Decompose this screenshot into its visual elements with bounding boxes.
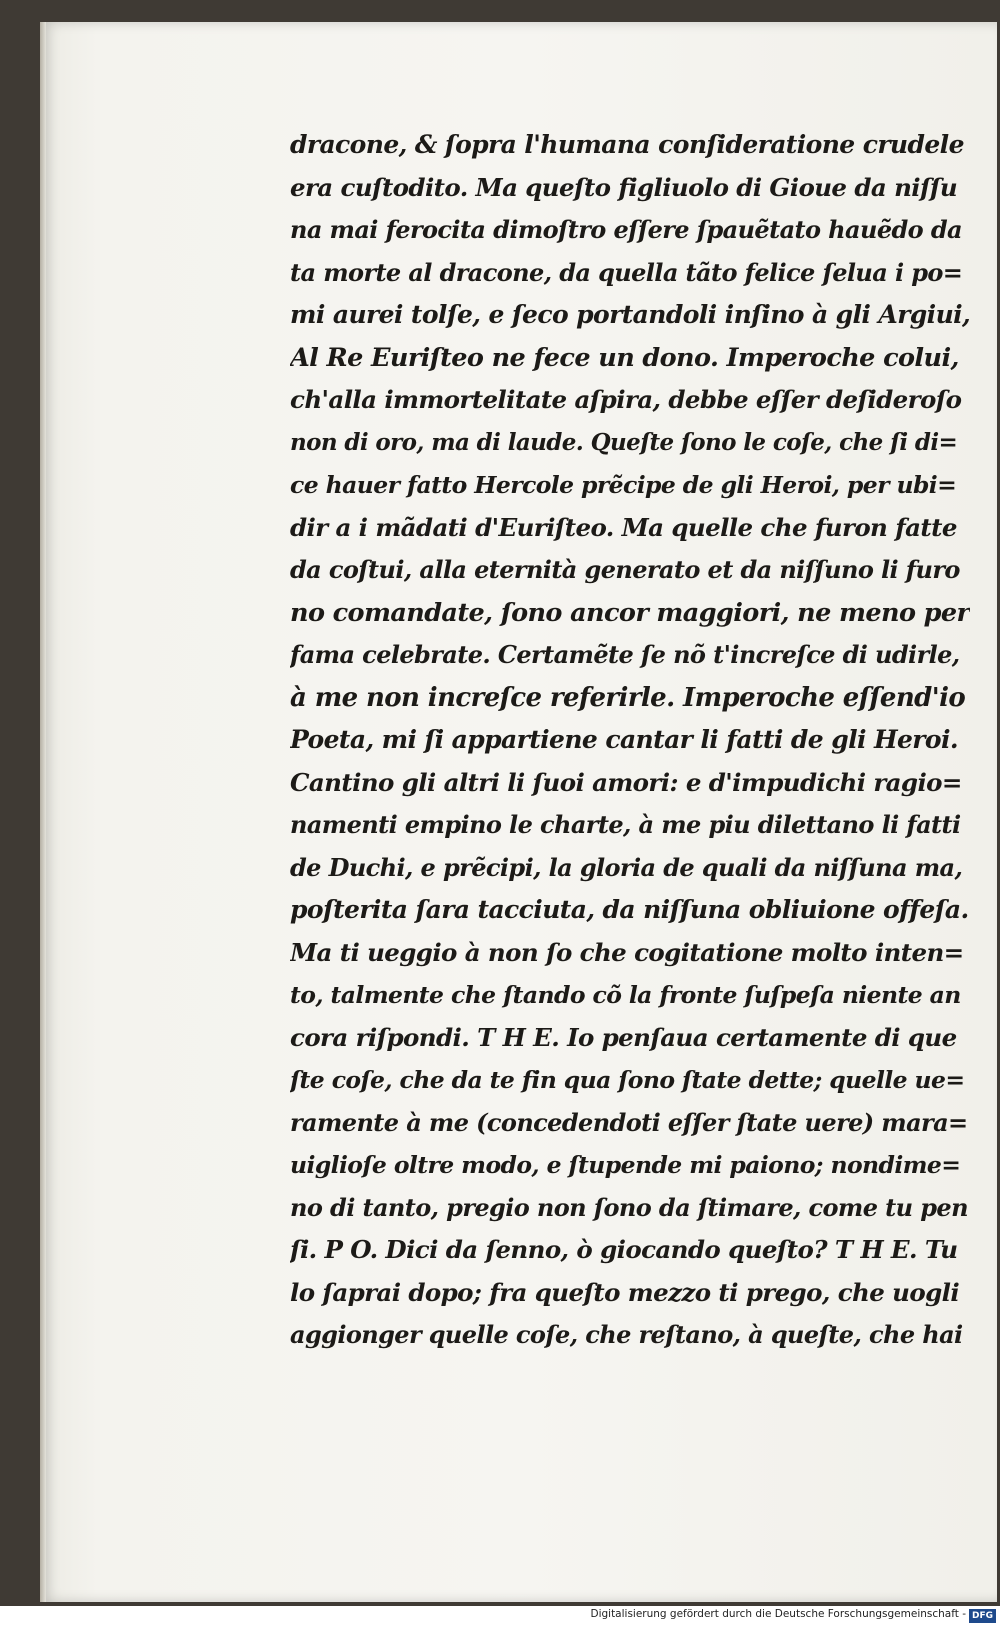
text-line: fama celebrate. Certamẽte ſe nõ t'increſce di udirle, (290, 640, 960, 669)
text-line: to, talmente che ſtando cõ la fronte ſuſpeſa niente an (290, 981, 961, 1009)
text-line: ce hauer fatto Hercole prẽcipe de gli Heroi, per ubi= (290, 471, 957, 499)
text-line: Al Re Euriſteo ne fece un dono. Imperoche colui, (290, 342, 959, 373)
text-line: no comandate, ſono ancor maggiori, ne meno per (290, 597, 970, 628)
text-line: Cantino gli altri li ſuoi amori: e d'impudichi ragio= (290, 767, 962, 797)
text-line: na mai ferocita dimoſtro eſſere ſpauẽtato hauẽdo da (290, 215, 962, 244)
text-line: cora riſpondi. T H E. Io penſaua certamente di que (290, 1022, 957, 1052)
footer-bar (0, 1607, 1000, 1626)
text-line: era cuſtodito. Ma queſto figliuolo di Gioue da niſſu (290, 172, 958, 202)
text-line: à me non increſce referirle. Imperoche eſſend'io (290, 682, 966, 713)
text-line: dir a i mãdati d'Euriſteo. Ma quelle che furon fatte (290, 512, 957, 542)
text-line: ſi. P O. Dici da ſenno, ò giocando queſto? T H E. Tu (290, 1235, 958, 1264)
page-gutter-edge (40, 22, 46, 1602)
text-line: de Duchi, e prẽcipi, la gloria de quali da niſſuna ma, (290, 852, 963, 882)
digitization-credit: Digitalisierung gefördert durch die Deutsche Forschungsgemeinschaft - (590, 1608, 966, 1620)
text-line: dracone, & ſopra l'humana conſideratione crudele (290, 130, 964, 159)
text-line: namenti empino le charte, à me piu dilettano li fatti (290, 810, 961, 839)
text-line: ſte coſe, che da te fin qua ſono ſtate dette; quelle ue= (290, 1066, 965, 1094)
text-line: Poeta, mi ſi appartiene cantar li fatti de gli Heroi. (290, 725, 958, 754)
dfg-logo-icon: DFG (969, 1609, 996, 1623)
text-line: ramente à me (concedendoti eſſer ſtate uere) mara= (290, 1107, 968, 1137)
text-line: Ma ti ueggio à non ſo che cogitatione molto inten= (290, 937, 964, 967)
text-line: uiglioſe oltre modo, e ſtupende mi paiono; nondime= (290, 1151, 961, 1179)
text-line: aggionger quelle coſe, che reſtano, à queſte, che hai (290, 1320, 963, 1349)
text-line: non di oro, ma di laude. Queſte ſono le coſe, che ſi di= (290, 428, 958, 456)
text-line: mi aurei tolſe, e ſeco portandoli inſino à gli Argiui, (290, 300, 970, 329)
text-line: no di tanto, pregio non ſono da ſtimare, come tu pen (290, 1192, 968, 1222)
text-line: da coſtui, alla eternità generato et da niſſuno li furo (290, 555, 960, 584)
text-line: poſterita ſara tacciuta, da niſſuna obliuione offeſa. (290, 895, 969, 924)
text-line: ch'alla immortelitate aſpira, debbe eſſer deſideroſo (290, 385, 962, 414)
page-text-block (290, 124, 970, 1357)
text-line: lo ſaprai dopo; fra queſto mezzo ti prego, che uogli (290, 1277, 960, 1307)
text-line: ta morte al dracone, da quella tãto felice ſelua i po= (290, 257, 963, 287)
